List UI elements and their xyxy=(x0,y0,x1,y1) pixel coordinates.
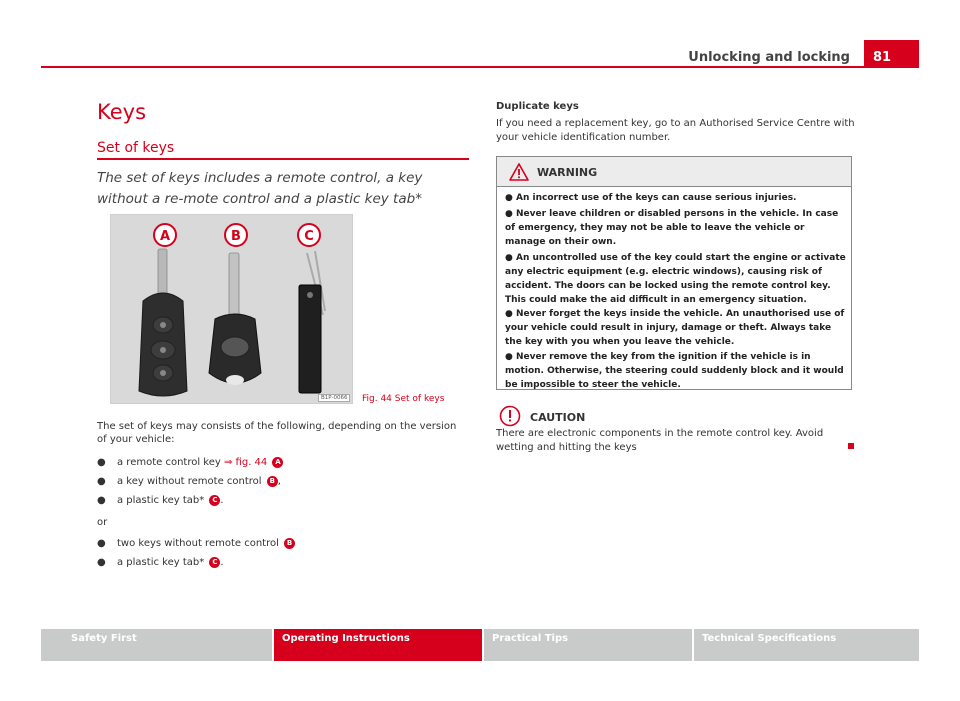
warning-label: WARNING xyxy=(537,166,598,179)
footer-tab-practical-tips[interactable]: Practical Tips xyxy=(484,629,692,661)
or-text: or xyxy=(97,517,108,528)
keys-illustration xyxy=(111,215,353,404)
list-item: ● a key without remote control B , xyxy=(97,476,281,487)
warning-item: ● Never remove the key from the ignition if the vehicle is in motion. Otherwise, the steering could suddenly block and it would be impossible to steer the vehicle. xyxy=(505,352,844,390)
caution-icon xyxy=(499,405,521,427)
footer-tab-safety-first[interactable]: Safety First xyxy=(41,629,272,661)
list-item: ● a plastic key tab* C . xyxy=(97,557,224,568)
duplicate-keys-heading: Duplicate keys xyxy=(496,101,579,112)
figure-label-a: A xyxy=(159,229,171,244)
caution-label: CAUTION xyxy=(530,411,586,424)
figure-xref-link[interactable]: ⇒ fig. 44 xyxy=(224,457,268,468)
caution-text: There are electronic components in the remote control key. Avoid wetting and hitting the keys xyxy=(496,428,824,453)
warning-item: ● Never leave children or disabled persons in the vehicle. In case of emergency, they may not be able to leave the vehicle or manage on their own. xyxy=(505,209,839,247)
warning-box xyxy=(496,156,852,390)
page-number: 81 xyxy=(864,40,919,68)
warning-header xyxy=(497,157,851,187)
warning-triangle-icon xyxy=(509,163,529,181)
heading-rule xyxy=(97,158,469,160)
warning-item: ● Never forget the keys inside the vehicle. An unauthorised use of your vehicle could result in injury, damage or theft. Always take the key with you when you leave the vehicle. xyxy=(505,309,845,347)
figure-code: B1P-0066 xyxy=(318,394,350,402)
warning-item: ● An incorrect use of the keys can cause serious injuries. xyxy=(505,193,797,203)
badge-b: B xyxy=(267,476,278,487)
badge-c: C xyxy=(209,557,220,568)
figure-label-c: C xyxy=(304,229,314,244)
figure-caption: Fig. 44 Set of keys xyxy=(362,394,445,404)
badge-a: A xyxy=(272,457,283,468)
list-item: ● two keys without remote control B xyxy=(97,538,295,549)
warning-item: ● An uncontrolled use of the key could start the engine or activate any electric equipment (e.g. electric windows), causing risk of accident. The doors can be locked using the remote control key. This could make the aid difficult in an emergency situation. xyxy=(505,253,846,305)
badge-c: C xyxy=(209,495,220,506)
list-item: ● a remote control key ⇒ fig. 44 A xyxy=(97,457,283,468)
footer-tab-operating-instructions[interactable]: Operating Instructions xyxy=(274,629,482,661)
intro-text: The set of keys includes a remote control, a key without a re-mote control and a plastic key tab* xyxy=(97,170,423,207)
heading-set-of-keys: Set of keys xyxy=(97,140,175,156)
section-end-mark xyxy=(848,443,854,449)
keys-figure xyxy=(110,214,353,404)
list-item: ● a plastic key tab* C . xyxy=(97,495,224,506)
footer-tab-technical-specifications[interactable]: Technical Specifications xyxy=(694,629,919,661)
badge-b: B xyxy=(284,538,295,549)
body-lead-in: The set of keys may consists of the following, depending on the version of your vehicle: xyxy=(97,421,457,445)
figure-label-b: B xyxy=(231,229,241,244)
section-title: Unlocking and locking xyxy=(688,50,850,65)
duplicate-keys-text: If you need a replacement key, go to an Authorised Service Centre with your vehicle identification number. xyxy=(496,118,855,143)
heading-keys: Keys xyxy=(97,100,147,124)
header-rule xyxy=(41,66,864,68)
